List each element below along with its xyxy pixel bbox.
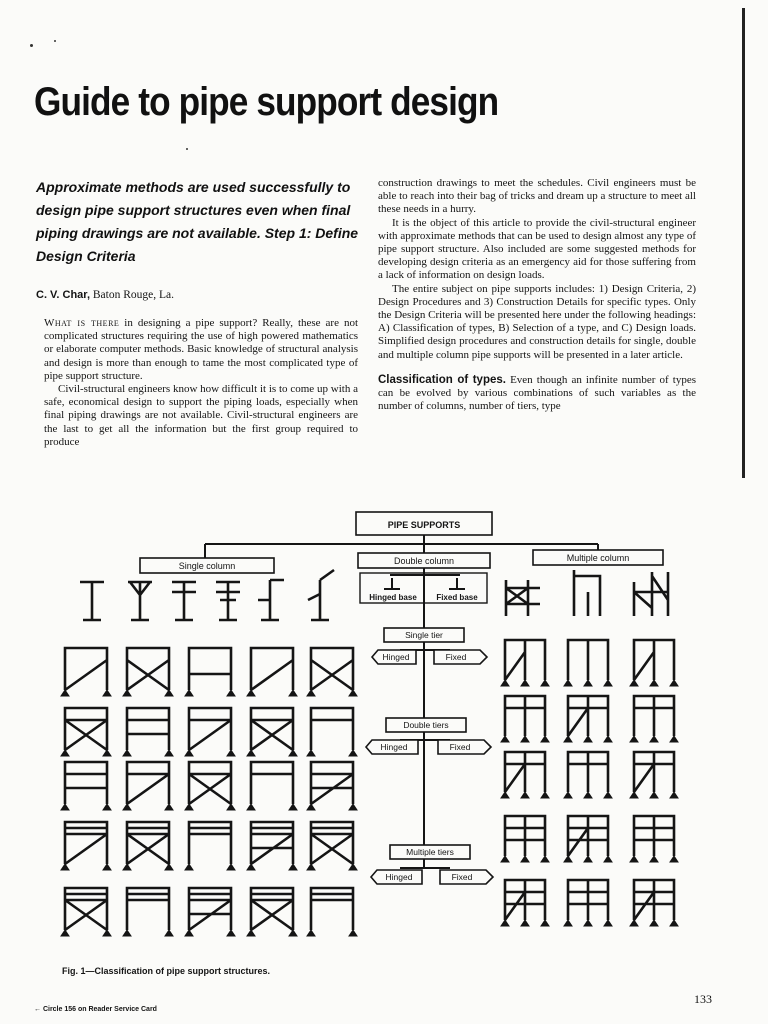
hinge-foot — [227, 690, 235, 696]
hinge-foot — [227, 750, 235, 756]
hinge-foot — [103, 804, 111, 810]
hinge-foot — [185, 690, 193, 696]
hinge-foot — [564, 856, 572, 862]
author-name: C. V. Char, — [36, 289, 91, 301]
hinge-foot — [289, 750, 297, 756]
hinge-foot — [630, 736, 638, 742]
label-hinged: Hinged — [385, 872, 413, 882]
hinge-foot — [247, 930, 255, 936]
double-column-frame — [127, 888, 169, 930]
hinge-foot — [227, 864, 235, 870]
hinge-foot — [541, 920, 549, 926]
paragraph-lead-in: What is there — [44, 317, 120, 329]
double-column-frame — [65, 888, 107, 930]
hinge-foot — [521, 736, 529, 742]
hinge-foot — [227, 804, 235, 810]
hinge-foot — [670, 920, 678, 926]
hinge-foot — [307, 750, 315, 756]
double-column-frame — [311, 708, 353, 750]
label-single-column: Single column — [178, 561, 236, 571]
hinge-foot — [541, 680, 549, 686]
double-column-frame — [127, 822, 169, 864]
hinge-foot — [564, 792, 572, 798]
hinge-foot — [630, 856, 638, 862]
multiple-column-frame — [505, 696, 545, 736]
hinge-foot — [123, 930, 131, 936]
hinge-foot — [185, 930, 193, 936]
hinge-foot — [501, 792, 509, 798]
hinge-foot — [541, 736, 549, 742]
hinge-foot — [604, 736, 612, 742]
page-edge-line — [742, 8, 745, 478]
hinge-foot — [123, 690, 131, 696]
multiple-column-frame — [568, 752, 608, 792]
hinge-foot — [630, 920, 638, 926]
double-column-frame — [311, 822, 353, 864]
hinge-foot — [123, 750, 131, 756]
label-fixed-base: Fixed base — [436, 593, 478, 602]
double-column-frame — [189, 822, 231, 864]
hinge-foot — [670, 680, 678, 686]
multiple-column-sketch — [506, 580, 540, 616]
hinge-foot — [349, 690, 357, 696]
multiple-column-frame — [505, 752, 545, 792]
hinge-foot — [185, 750, 193, 756]
label-fixed: Fixed — [445, 652, 467, 662]
paragraph — [44, 317, 358, 383]
hinge-foot — [521, 856, 529, 862]
hinge-foot — [185, 804, 193, 810]
label-single-tier: Single tier — [405, 630, 443, 640]
paragraph: It is the object of this article to provide the civil-structural engineer with approximate methods that can be used to design almost any type of pipe support structure. Also included are some suggested methods for developing design criteria as an emergency aid for those suffering from a lack of information on design loads. — [378, 216, 696, 282]
single-column-sketch — [258, 580, 284, 620]
hinge-foot — [501, 920, 509, 926]
hinge-foot — [564, 920, 572, 926]
hinge-foot — [289, 930, 297, 936]
multiple-column-frame — [505, 640, 545, 680]
hinge-foot — [584, 856, 592, 862]
multiple-column-frame — [634, 696, 674, 736]
double-column-frame — [251, 708, 293, 750]
hinge-foot — [604, 792, 612, 798]
multiple-column-frame — [634, 640, 674, 680]
figure-diagram — [0, 500, 768, 970]
hinge-foot — [61, 930, 69, 936]
hinge-foot — [61, 690, 69, 696]
hinge-foot — [247, 804, 255, 810]
hinge-foot — [501, 680, 509, 686]
multiple-column-frame — [634, 880, 674, 920]
hinge-foot — [521, 920, 529, 926]
hinge-foot — [564, 736, 572, 742]
paragraph-text: in designing a pipe support? Really, these are not complicated structures requiring the use of high powered mathematics or elaborate computer methods. Basic knowledge of structural analysis and design is more than enough to tame the most complicated type of pipe support structure. — [44, 317, 359, 382]
hinge-foot — [604, 680, 612, 686]
label-fixed: Fixed — [451, 872, 473, 882]
double-column-frame — [311, 888, 353, 930]
hinge-foot — [123, 864, 131, 870]
scan-speck — [54, 40, 56, 42]
hinge-foot — [165, 930, 173, 936]
hinge-foot — [584, 680, 592, 686]
hinge-foot — [521, 680, 529, 686]
hinge-foot — [185, 864, 193, 870]
hinge-foot — [289, 690, 297, 696]
double-column-frame — [127, 708, 169, 750]
double-column-frame — [251, 822, 293, 864]
hinge-foot — [307, 930, 315, 936]
hinge-foot — [165, 804, 173, 810]
hinge-foot — [103, 690, 111, 696]
hinge-foot — [349, 864, 357, 870]
double-column-frame — [65, 822, 107, 864]
double-column-frame — [189, 648, 231, 690]
hinge-foot — [165, 750, 173, 756]
multiple-column-sketch — [634, 572, 668, 616]
text-column-right — [378, 177, 696, 413]
hinge-foot — [501, 736, 509, 742]
hinge-foot — [247, 750, 255, 756]
author-location: Baton Rouge, La. — [92, 289, 175, 301]
paragraph: construction drawings to meet the schedules. Civil engineers must be able to reach into their bag of tricks and dream up a structure to meet all these needs in a hurry. — [378, 177, 696, 216]
section-heading: Classification of types. — [378, 373, 506, 386]
hinge-foot — [604, 920, 612, 926]
double-column-frame — [311, 648, 353, 690]
hinge-foot — [650, 856, 658, 862]
hinge-foot — [604, 856, 612, 862]
hinge-foot — [289, 804, 297, 810]
label-fixed: Fixed — [449, 742, 471, 752]
label-double-column: Double column — [393, 556, 455, 566]
label-multiple-column: Multiple column — [566, 553, 630, 563]
double-column-frame — [127, 648, 169, 690]
multiple-column-frame — [568, 880, 608, 920]
double-column-frame — [189, 762, 231, 804]
hinge-foot — [61, 804, 69, 810]
double-column-frame — [251, 762, 293, 804]
reader-service-note: ← Circle 156 on Reader Service Card — [34, 1006, 157, 1013]
hinge-foot — [630, 680, 638, 686]
paragraph-text: Even though an infinite number of types can be evolved by various combinations of such variables as the number of columns, number of tiers, type — [378, 373, 696, 413]
label-double-tiers: Double tiers — [403, 720, 449, 730]
multiple-column-frame — [634, 752, 674, 792]
text-column-left — [44, 317, 358, 449]
multiple-column-frame — [505, 880, 545, 920]
hinge-foot — [103, 864, 111, 870]
hinge-foot — [307, 804, 315, 810]
multiple-column-frame — [505, 816, 545, 856]
hinge-foot — [103, 750, 111, 756]
double-column-frame — [127, 762, 169, 804]
label-hinged: Hinged — [382, 652, 410, 662]
hinge-foot — [541, 792, 549, 798]
multiple-column-sketch — [574, 570, 600, 616]
double-column-frame — [251, 648, 293, 690]
hinge-foot — [584, 792, 592, 798]
double-column-frame — [65, 762, 107, 804]
hinge-foot — [650, 680, 658, 686]
hinge-foot — [541, 856, 549, 862]
hinge-foot — [670, 856, 678, 862]
double-column-frame — [65, 648, 107, 690]
hinge-foot — [61, 750, 69, 756]
scan-speck — [30, 44, 33, 47]
single-column-sketch — [308, 570, 334, 620]
structure-sketches — [61, 570, 678, 936]
hinge-foot — [289, 864, 297, 870]
hinge-foot — [247, 690, 255, 696]
hinge-foot — [61, 864, 69, 870]
article-lead: Approximate methods are used successfully to design pipe support structures even when final piping drawings are not available. Step 1: Define Design Criteria — [36, 179, 359, 264]
figure-caption: Fig. 1—Classification of pipe support structures. — [62, 966, 271, 976]
hinge-foot — [165, 690, 173, 696]
hinge-foot — [501, 856, 509, 862]
double-column-frame — [65, 708, 107, 750]
hinge-foot — [227, 930, 235, 936]
label-pipe-supports: PIPE SUPPORTS — [387, 520, 461, 530]
hinge-foot — [349, 804, 357, 810]
single-column-sketch — [128, 582, 152, 620]
hinge-foot — [650, 792, 658, 798]
double-column-frame — [251, 888, 293, 930]
multiple-column-frame — [568, 640, 608, 680]
double-column-frame — [189, 888, 231, 930]
byline — [36, 289, 366, 301]
label-hinged: Hinged — [380, 742, 408, 752]
hinge-foot — [584, 920, 592, 926]
hinge-foot — [521, 792, 529, 798]
single-column-sketch — [172, 582, 196, 620]
hinge-foot — [103, 930, 111, 936]
hinge-foot — [247, 864, 255, 870]
label-hinged-base: Hinged base — [369, 593, 417, 602]
hinge-foot — [584, 736, 592, 742]
multiple-column-frame — [568, 696, 608, 736]
figure-pipe-support-classification — [0, 500, 768, 970]
hinge-foot — [165, 864, 173, 870]
hinge-foot — [307, 690, 315, 696]
hinge-foot — [564, 680, 572, 686]
scan-speck — [186, 148, 188, 150]
hinge-foot — [349, 750, 357, 756]
multiple-column-frame — [634, 816, 674, 856]
hinge-foot — [670, 792, 678, 798]
paragraph: The entire subject on pipe supports includes: 1) Design Criteria, 2) Design Procedures and 3) Construction Details for specific types. Only the Design Criteria will be presented here under the following headings: A) Classification of types, B) Selection of a type, and C) Design loads. Simplified design procedures and construction details for single, double and multiple column pipe supports will be presented in a later article. — [378, 282, 696, 361]
paragraph: Civil-structural engineers know how difficult it is to come up with a safe, economical design to support the piping loads, especially when final piping drawings are not available. Civil-structural engineers are the last to get all the information but the first group required to produce — [44, 383, 358, 448]
hinge-foot — [307, 864, 315, 870]
label-multiple-tiers: Multiple tiers — [406, 847, 454, 857]
page-number: 133 — [694, 992, 712, 1006]
hinge-foot — [349, 930, 357, 936]
paragraph — [378, 374, 696, 414]
double-column-frame — [189, 708, 231, 750]
hinge-foot — [650, 736, 658, 742]
single-column-sketch — [216, 582, 240, 620]
single-column-sketch — [80, 582, 104, 620]
hinge-foot — [123, 804, 131, 810]
hinge-foot — [630, 792, 638, 798]
multiple-column-frame — [568, 816, 608, 856]
article-title: Guide to pipe support design — [34, 80, 499, 124]
hinge-foot — [650, 920, 658, 926]
hinge-foot — [670, 736, 678, 742]
double-column-frame — [311, 762, 353, 804]
